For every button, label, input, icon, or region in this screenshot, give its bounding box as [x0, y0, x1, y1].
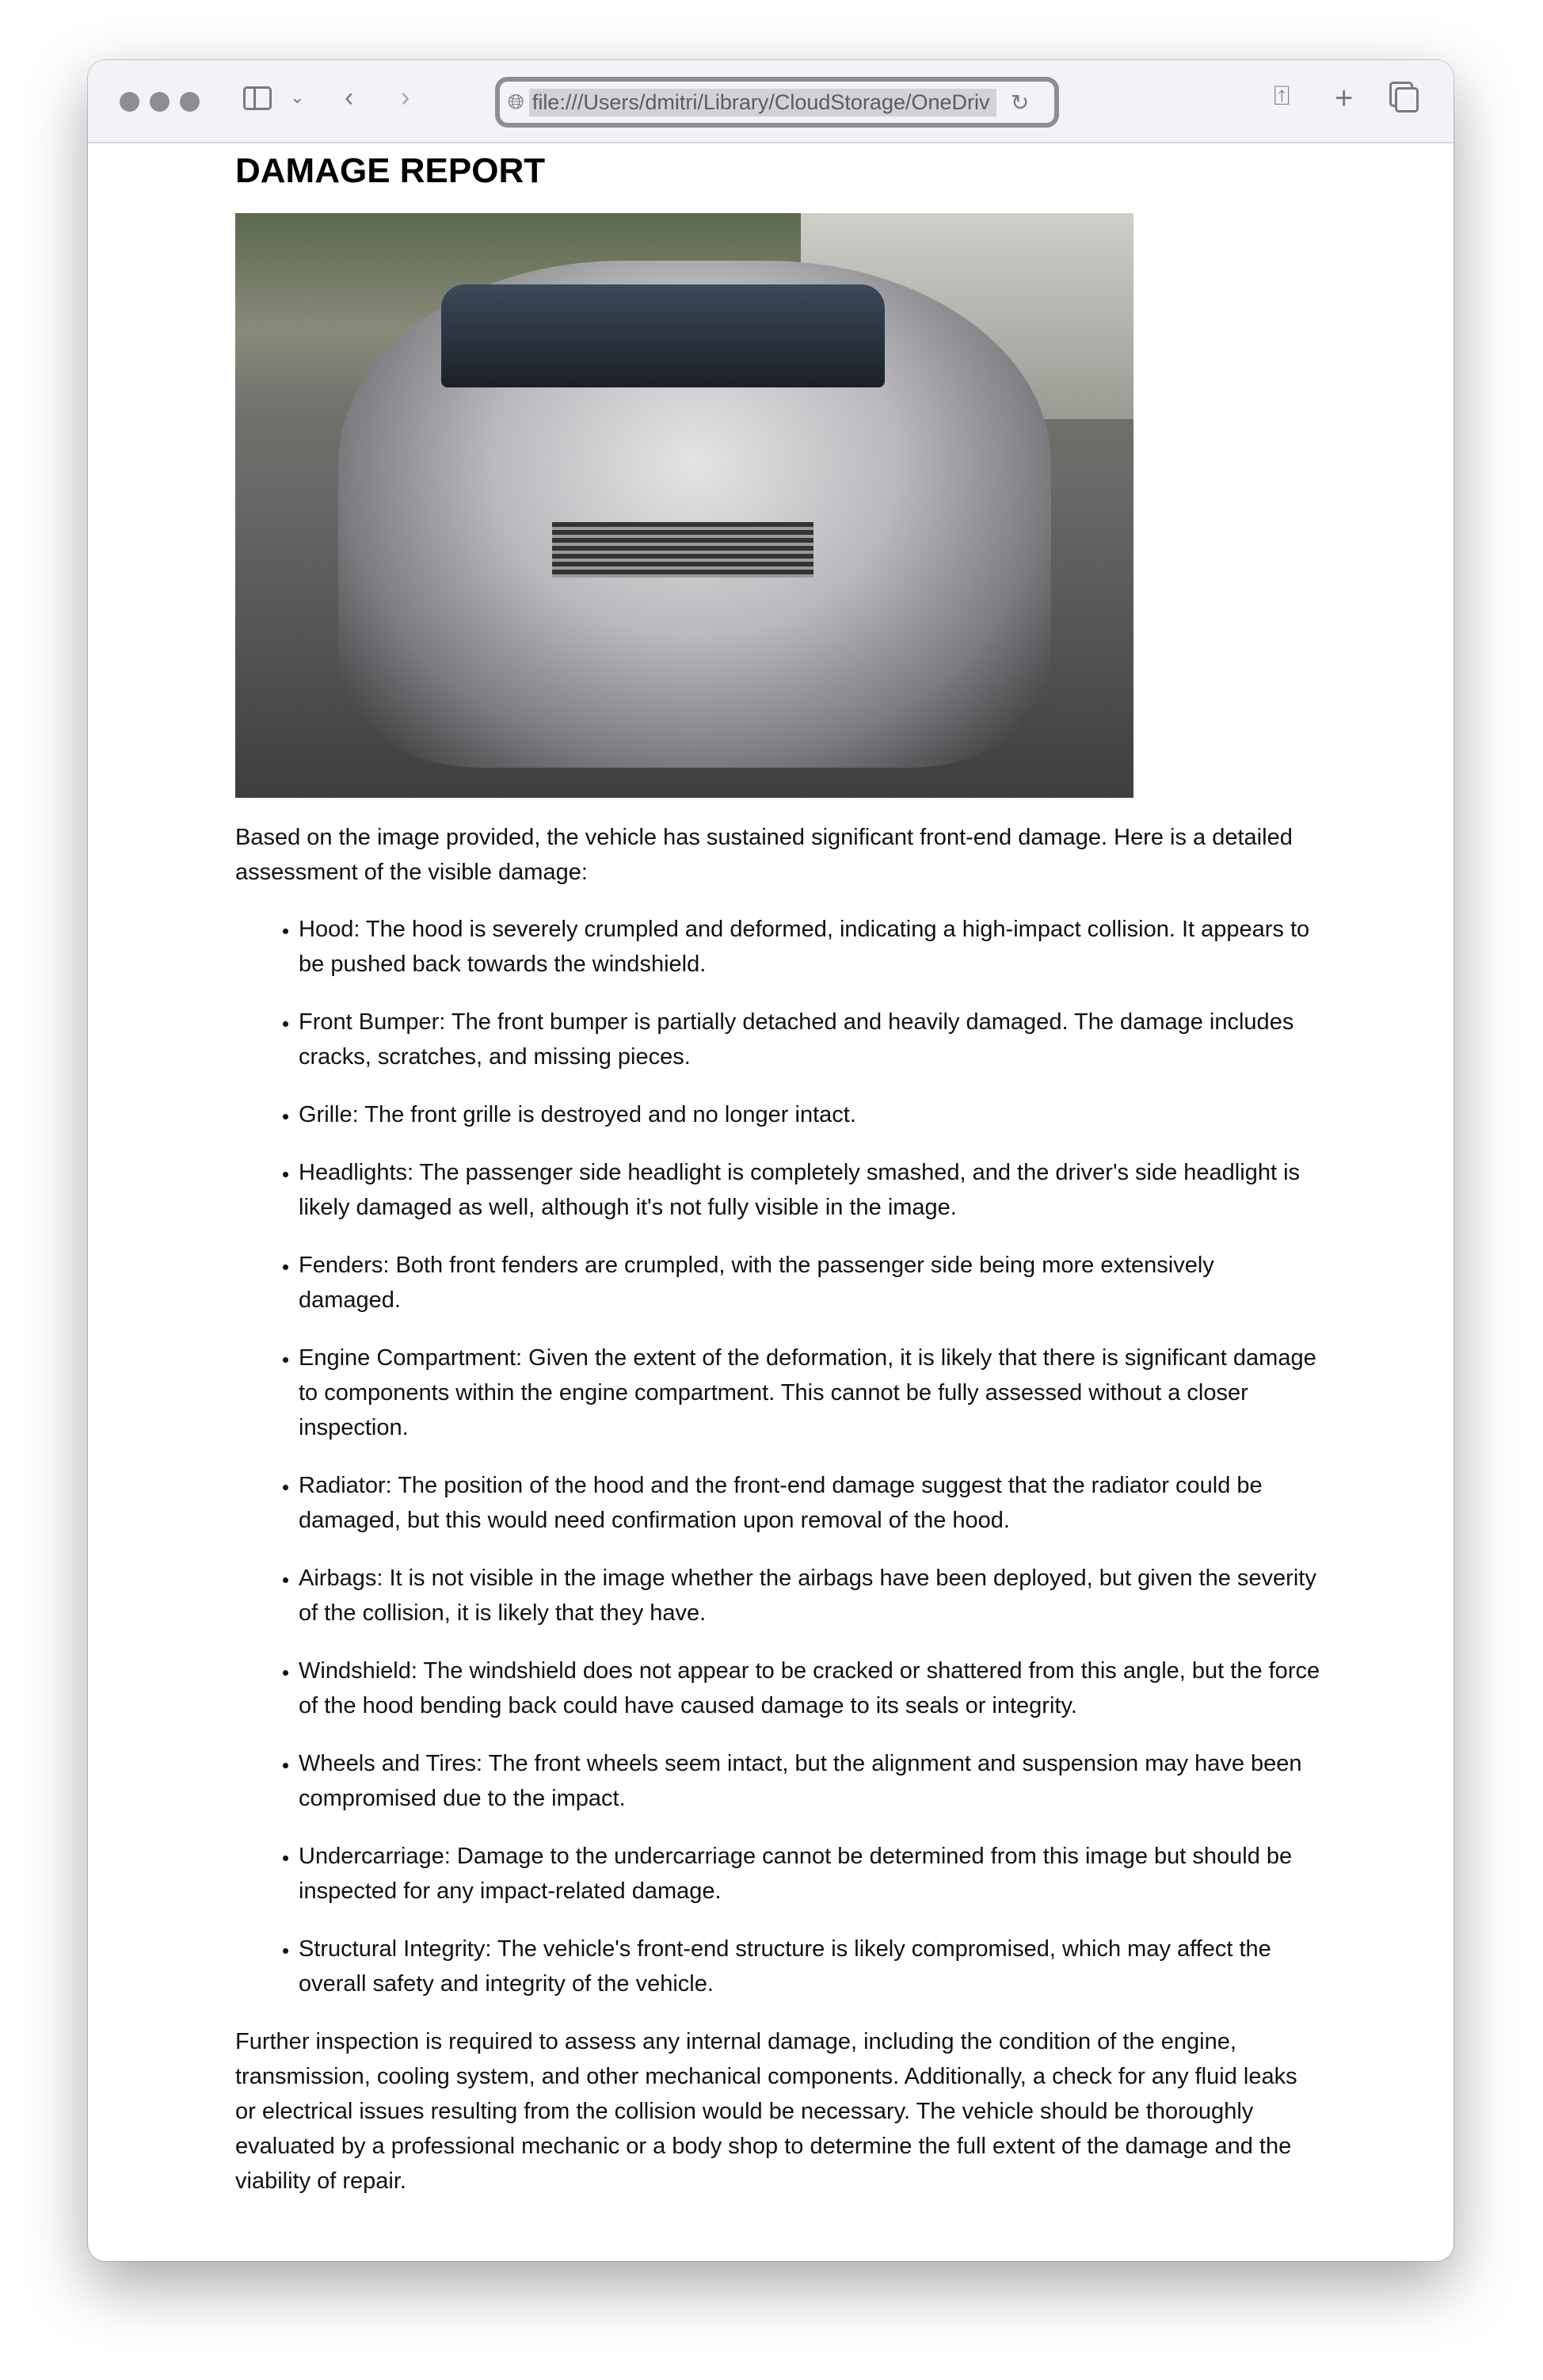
share-icon[interactable]: ⍐	[1274, 81, 1290, 111]
reload-icon[interactable]: ↻	[1010, 90, 1030, 115]
globe-icon: 🌐︎	[508, 90, 524, 113]
list-item: • Hood: The hood is severely crumpled and deformed, indicating a high-impact collision. It appears to be pushed back towards the windshield.	[299, 912, 1320, 982]
list-item: • Grille: The front grille is destroyed and no longer intact.	[299, 1097, 1320, 1132]
list-item: • Front Bumper: The front bumper is partially detached and heavily damaged. The damage includes cracks, scratches, and missing pieces.	[299, 1005, 1320, 1074]
browser-window	[88, 60, 1453, 2261]
tabs-overview-icon[interactable]	[1395, 87, 1419, 113]
conclusion-paragraph: Further inspection is required to assess any internal damage, including the condition of the engine, transmission, cooling system, and other mechanical components. Additionally, a check for any fluid leaks or electrical issues resulting from the collision would be necessary. The vehicle should be thoroughly evaluated by a professional mechanic or a body shop to determine the full extent of the damage and the viability of repair.	[235, 2029, 1297, 2194]
damaged-car-photo	[235, 213, 1133, 798]
page-content	[235, 143, 1320, 2199]
forward-icon[interactable]: ›	[401, 82, 410, 113]
list-item: • Windshield: The windshield does not appear to be cracked or shattered from this angle, but the force of the hood bending back could have caused damage to its seals or integrity.	[299, 1653, 1320, 1723]
url-text[interactable]: file:///Users/dmitri/Library/CloudStorage/OneDriv	[529, 89, 996, 116]
back-icon[interactable]: ‹	[345, 82, 354, 113]
minimize-window-button[interactable]	[150, 92, 170, 112]
zoom-window-button[interactable]	[180, 92, 200, 112]
list-item: • Engine Compartment: Given the extent of the deformation, it is likely that there is significant damage to components within the engine compartment. This cannot be fully assessed without a closer inspection.	[299, 1341, 1320, 1445]
new-tab-icon[interactable]: +	[1335, 81, 1354, 116]
browser-toolbar	[88, 60, 1453, 143]
intro-paragraph: Based on the image provided, the vehicle has sustained significant front-end damage. Here is a detailed assessment of the visible damage:	[235, 825, 1293, 885]
list-item: • Airbags: It is not visible in the image whether the airbags have been deployed, but given the severity of the collision, it is likely that they have.	[299, 1561, 1320, 1631]
list-item: • Wheels and Tires: The front wheels seem intact, but the alignment and suspension may have been compromised due to the impact.	[299, 1746, 1320, 1816]
close-window-button[interactable]	[120, 92, 139, 112]
address-bar[interactable]	[495, 77, 1059, 128]
list-item: • Fenders: Both front fenders are crumpled, with the passenger side being more extensively damaged.	[299, 1248, 1320, 1318]
list-item: • Undercarriage: Damage to the undercarriage cannot be determined from this image but should be inspected for any impact-related damage.	[299, 1839, 1320, 1909]
list-item: • Radiator: The position of the hood and the front-end damage suggest that the radiator could be damaged, but this would need confirmation upon removal of the hood.	[299, 1468, 1320, 1538]
chevron-down-icon[interactable]: ⌄	[290, 87, 305, 107]
sidebar-icon[interactable]	[243, 86, 272, 110]
damage-list	[235, 912, 1320, 2001]
list-item: • Structural Integrity: The vehicle's front-end structure is likely compromised, which may affect the overall safety and integrity of the vehicle.	[299, 1932, 1320, 2001]
page-title: DAMAGE REPORT	[235, 151, 546, 190]
list-item: • Headlights: The passenger side headlight is completely smashed, and the driver's side headlight is likely damaged as well, although it's not fully visible in the image.	[299, 1155, 1320, 1225]
